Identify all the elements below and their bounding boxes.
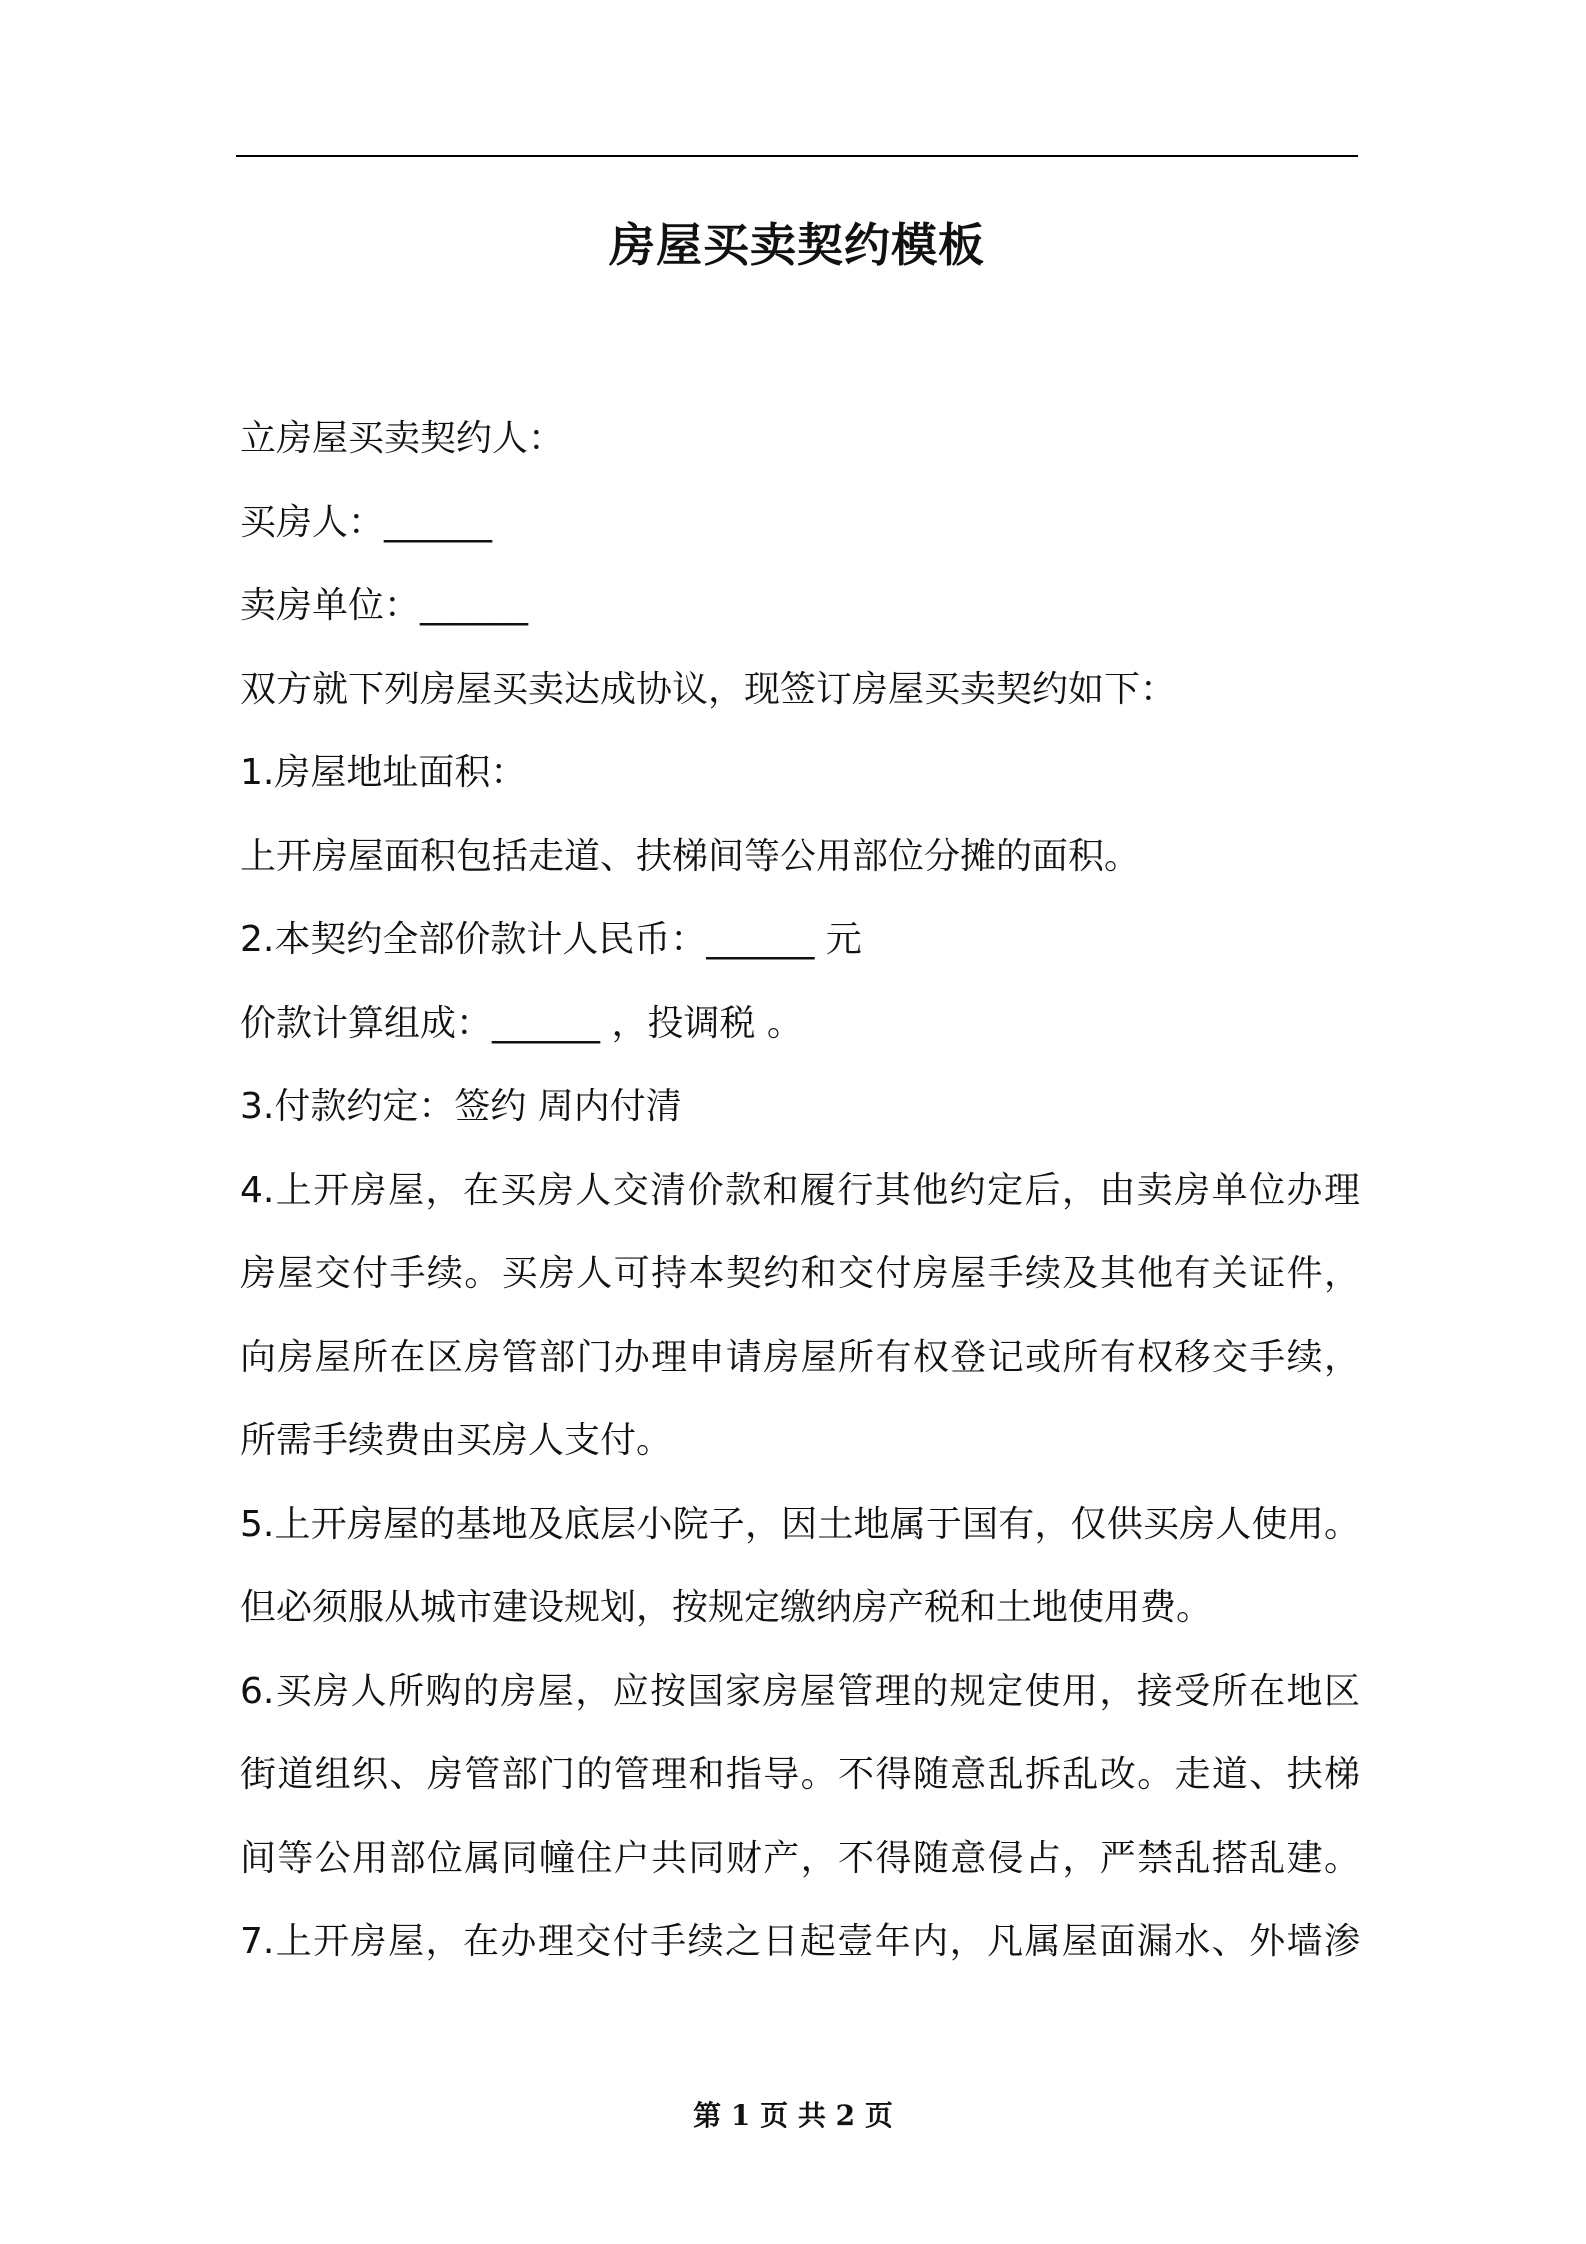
- paragraph-line: 但必须服从城市建设规划，按规定缴纳房产税和土地使用费。: [240, 1587, 1213, 1628]
- paragraph-line: 卖房单位：______: [240, 585, 529, 626]
- document-title: 房屋买卖契约模板: [609, 218, 985, 272]
- paragraph-line: 所需手续费由买房人支付。: [240, 1420, 673, 1461]
- paragraph-line: 价款计算组成：______ ，投调税 。: [240, 1002, 803, 1044]
- paragraph-line: 立房屋买卖契约人：: [240, 418, 565, 459]
- paragraph-line: 6.买房人所购的房屋，应按国家房屋管理的规定使用，接受所在地区: [240, 1670, 1360, 1712]
- paragraph-line: 房屋交付手续。买房人可持本契约和交付房屋手续及其他有关证件，: [240, 1253, 1360, 1294]
- paragraph-line: 间等公用部位属同幢住户共同财产，不得随意侵占，严禁乱搭乱建。: [240, 1837, 1360, 1879]
- paragraph-line: 3.付款约定：签约 周内付清: [240, 1086, 682, 1127]
- paragraph-line: 7.上开房屋，在办理交付手续之日起壹年内，凡属屋面漏水、外墙渗: [240, 1921, 1360, 1962]
- paragraph-line: 向房屋所在区房管部门办理申请房屋所有权登记或所有权移交手续，: [240, 1336, 1360, 1378]
- paragraph-line: 街道组织、房管部门的管理和指导。不得随意乱拆乱改。走道、扶梯: [240, 1754, 1360, 1795]
- paragraph-line: 上开房屋面积包括走道、扶梯间等公用部位分摊的面积。: [240, 835, 1141, 877]
- paragraph-line: 买房人：______: [240, 501, 493, 543]
- paragraph-line: 4.上开房屋，在买房人交清价款和履行其他约定后，由卖房单位办理: [240, 1169, 1360, 1211]
- document-body: [240, 397, 1360, 1984]
- header-rule: [236, 155, 1358, 157]
- paragraph-line: 2.本契约全部价款计人民币：______ 元: [240, 919, 862, 960]
- page-number-footer: 第 1 页 共 2 页: [693, 2099, 893, 2132]
- paragraph-line: 双方就下列房屋买卖达成协议，现签订房屋买卖契约如下：: [240, 668, 1177, 710]
- paragraph-line: 5.上开房屋的基地及底层小院子，因土地属于国有，仅供买房人使用。: [240, 1503, 1360, 1545]
- paragraph-line: 1.房屋地址面积：: [240, 752, 527, 793]
